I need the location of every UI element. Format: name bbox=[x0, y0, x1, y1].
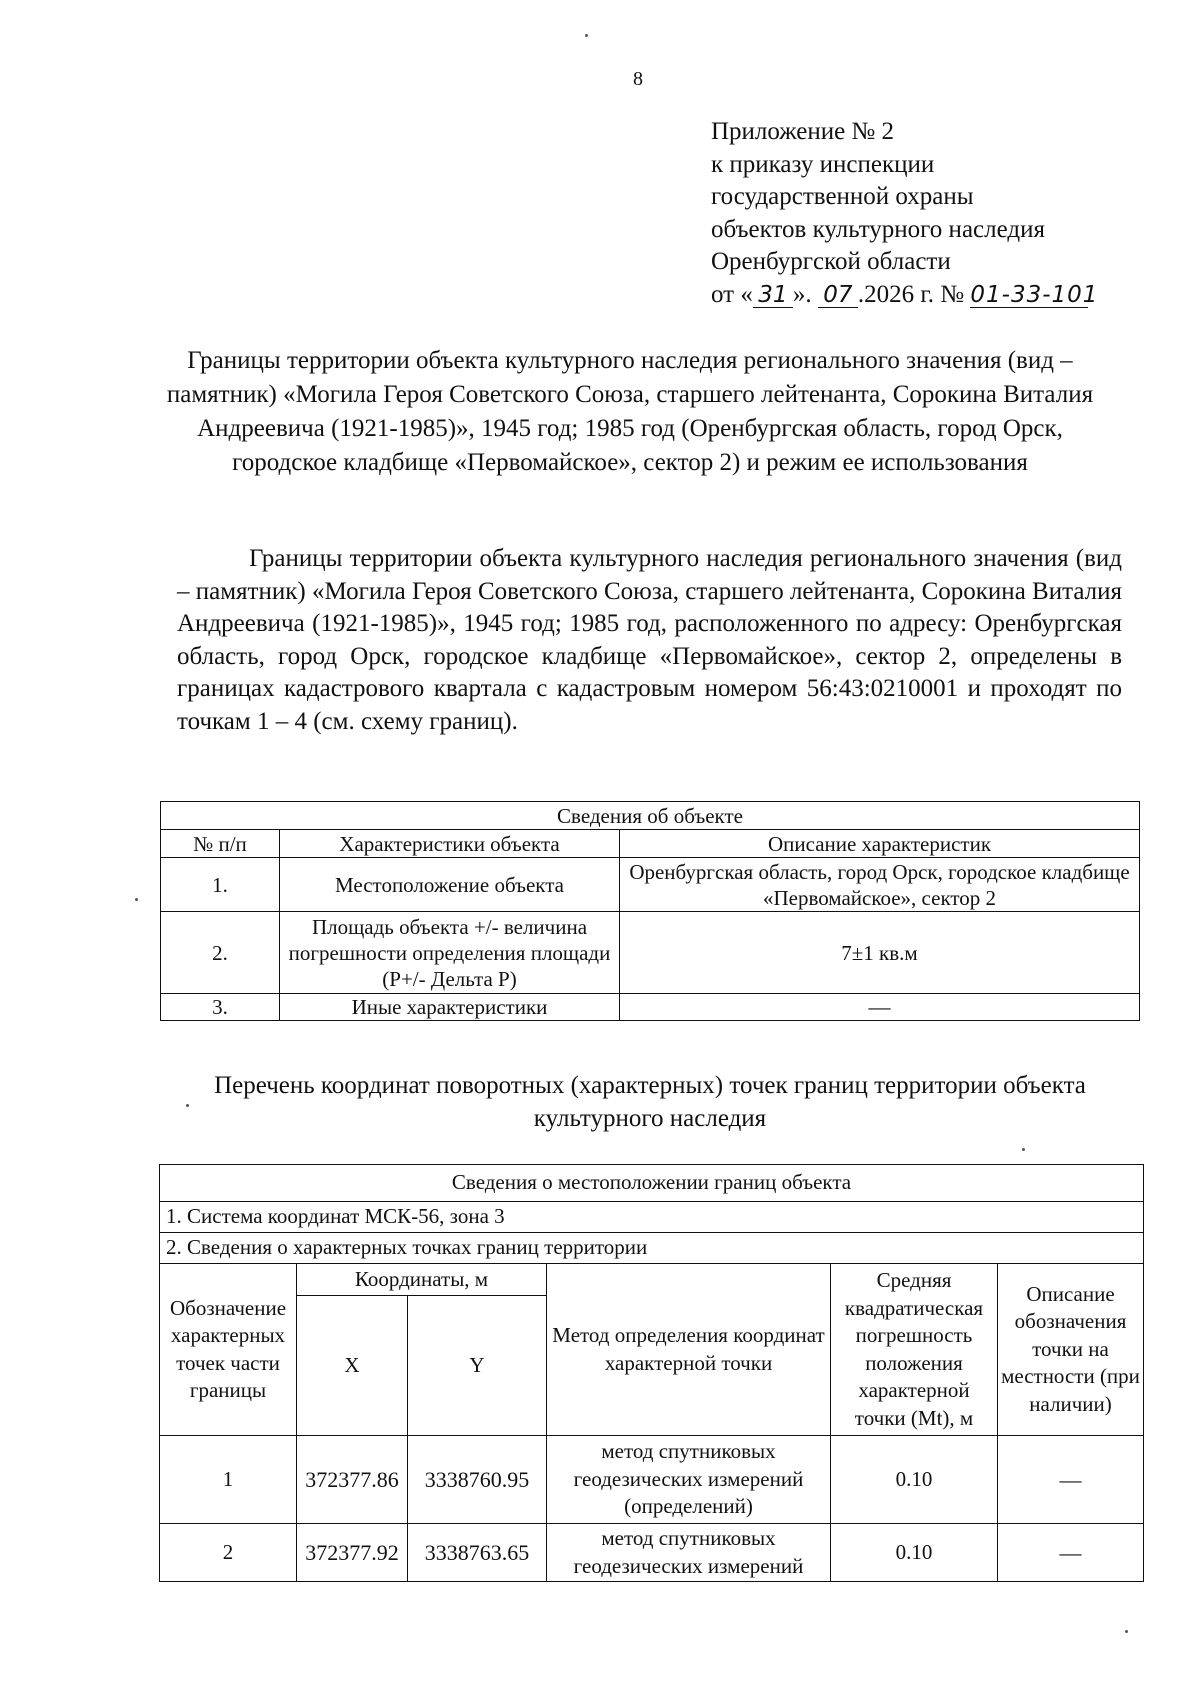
point-mt: 0.10 bbox=[831, 1524, 998, 1582]
point-number: 2 bbox=[160, 1524, 297, 1582]
points-info: 2. Сведения о характерных точках границ территории bbox=[160, 1233, 1144, 1264]
table-row bbox=[161, 994, 1140, 1021]
header-description: Описание обозначения точки на местности (при наличии) bbox=[998, 1264, 1144, 1436]
object-table-header: № п/п bbox=[161, 830, 280, 858]
table-row bbox=[161, 912, 1140, 994]
appendix-line-4: объектов культурного наследия bbox=[711, 215, 1045, 243]
point-description: — bbox=[998, 1524, 1144, 1582]
row-characteristic: Иные характеристики bbox=[280, 994, 620, 1021]
date-prefix: от « bbox=[711, 280, 753, 308]
row-description: 7±1 кв.м bbox=[620, 912, 1140, 994]
scan-speck bbox=[1125, 1630, 1128, 1633]
header-designation: Обозначение характерных точек части границы bbox=[160, 1264, 297, 1436]
row-characteristic: Местоположение объекта bbox=[280, 858, 620, 912]
appendix-line-3: государственной охраны bbox=[711, 183, 974, 210]
table-row bbox=[160, 1436, 1144, 1524]
header-mt: Средняя квадратическая погрешность положения характерной точки (Mt), м bbox=[831, 1264, 998, 1436]
coordinate-system: 1. Система координат МСК-56, зона 3 bbox=[160, 1202, 1144, 1233]
scan-speck bbox=[186, 1104, 189, 1107]
object-table-caption: Сведения об объекте bbox=[161, 802, 1140, 830]
table-row bbox=[160, 1524, 1144, 1582]
document-title: Границы территории объекта культурного наследия регионального значения (вид – памятник) «Могила Героя Советского Союза, старшего лейтенанта, Сорокина Виталия Андреевича (1921-1985)», 1945 год; 1985 год (Оренбургская область, город Орск, городское кладбище «Первомайское», сектор 2) и режим ее использования bbox=[166, 347, 1094, 476]
header-y: Y bbox=[408, 1296, 547, 1436]
handwritten-order-number: 01-33-101 bbox=[970, 281, 1099, 308]
point-x: 372377.92 bbox=[297, 1524, 408, 1582]
coordinates-table bbox=[159, 1164, 1144, 1582]
coordinates-title: Перечень координат поворотных (характерных) точек границ территории объекта культурного наследия bbox=[214, 1072, 1086, 1132]
object-table-header: Характеристики объекта bbox=[280, 830, 620, 858]
header-coordinates: Координаты, м bbox=[297, 1264, 547, 1296]
date-suffix: .2026 г. № bbox=[857, 280, 965, 308]
point-mt: 0.10 bbox=[831, 1436, 998, 1524]
scan-speck bbox=[1022, 1148, 1025, 1151]
appendix-line-2: к приказу инспекции bbox=[711, 150, 935, 178]
page-number: 8 bbox=[633, 68, 643, 90]
object-table-header: Описание характеристик bbox=[620, 830, 1140, 858]
body-paragraph: Границы территории объекта культурного наследия регионального значения (вид – памятник) «Могила Героя Советского Союза, старшего лейтенанта, Сорокина Виталия Андреевича (1921-1985)», 1945 год; 1985 год, расположенного по адресу: Оренбургская область, город Орск, городское кладбище «Первомайское», сектор 2, определены в границах кадастрового квартала с кадастровым номером 56:43:0210001 и проходят по точкам 1 – 4 (см. схему границ). bbox=[177, 545, 1122, 735]
appendix-header bbox=[711, 116, 1099, 311]
date-mid: ». bbox=[792, 280, 812, 308]
table-row bbox=[161, 858, 1140, 912]
header-x: X bbox=[297, 1296, 408, 1436]
row-number: 2. bbox=[161, 912, 280, 994]
point-method: метод спутниковых геодезических измерений (определений) bbox=[547, 1436, 831, 1524]
appendix-line-1: Приложение № 2 bbox=[711, 118, 895, 145]
row-number: 1. bbox=[161, 858, 280, 912]
point-method: метод спутниковых геодезических измерений bbox=[547, 1524, 831, 1582]
scan-speck bbox=[585, 34, 588, 37]
appendix-date-line bbox=[711, 279, 1099, 312]
row-characteristic: Площадь объекта +/- величина погрешности определения площади (P+/- Дельта P) bbox=[280, 912, 620, 994]
row-description: Оренбургская область, город Орск, городское кладбище «Первомайское», сектор 2 bbox=[620, 858, 1140, 912]
point-description: — bbox=[998, 1436, 1144, 1524]
row-number: 3. bbox=[161, 994, 280, 1021]
point-x: 372377.86 bbox=[297, 1436, 408, 1524]
header-method: Метод определения координат характерной точки bbox=[547, 1264, 831, 1436]
appendix-line-5: Оренбургской области bbox=[711, 248, 951, 275]
row-description: — bbox=[620, 994, 1140, 1021]
handwritten-day: 31 bbox=[753, 283, 793, 308]
object-info-table bbox=[160, 801, 1140, 1021]
handwritten-month: 07 bbox=[818, 283, 858, 308]
coord-table-caption: Сведения о местоположении границ объекта bbox=[160, 1165, 1144, 1202]
point-number: 1 bbox=[160, 1436, 297, 1524]
scan-speck bbox=[135, 898, 138, 901]
point-y: 3338760.95 bbox=[408, 1436, 547, 1524]
point-y: 3338763.65 bbox=[408, 1524, 547, 1582]
